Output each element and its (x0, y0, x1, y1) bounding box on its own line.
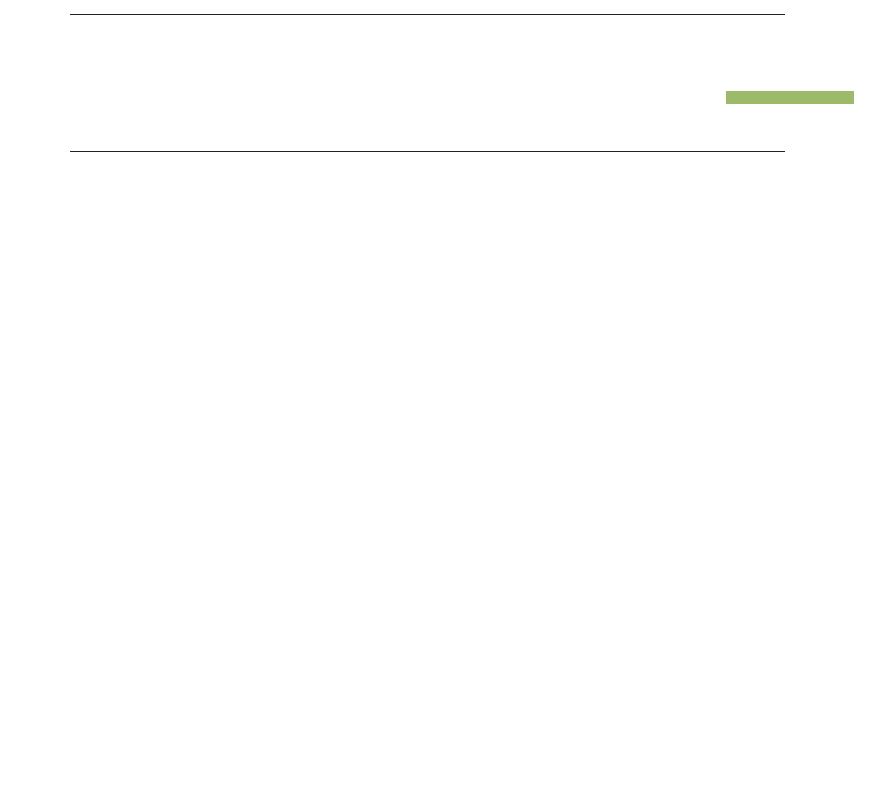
spec-header-table (70, 14, 785, 15)
raab-logo-wordmark (726, 52, 854, 90)
raab-logo (726, 52, 854, 104)
material-spec-table (70, 151, 785, 152)
raab-logo-tagline (726, 91, 854, 104)
